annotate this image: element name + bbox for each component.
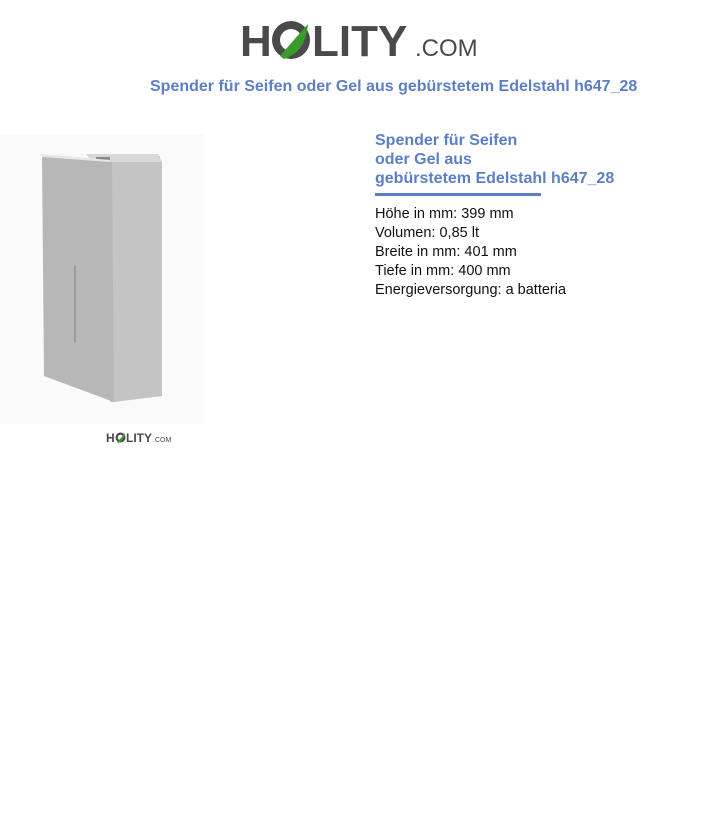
svg-text:.COM: .COM: [415, 35, 478, 62]
svg-text:H: H: [106, 431, 115, 445]
product-heading-line: gebürstetem Edelstahl h647_28: [375, 170, 615, 187]
product-heading-line: Spender für Seifen: [375, 132, 518, 149]
spec-depth: Tiefe in mm: 400 mm: [375, 263, 511, 279]
svg-text:.COM: .COM: [153, 437, 172, 444]
product-heading: [375, 131, 675, 188]
holity-small-logo-graphic: [106, 429, 176, 447]
spec-width: Breite in mm: 401 mm: [375, 244, 517, 260]
spec-height: Höhe in mm: 399 mm: [375, 206, 514, 222]
dispenser-illustration: [0, 134, 204, 424]
brand-logo[interactable]: [240, 12, 490, 66]
spec-volume: Volumen: 0,85 lt: [375, 225, 479, 241]
svg-text:LITY: LITY: [312, 17, 408, 66]
svg-text:H: H: [240, 17, 272, 66]
product-image: [0, 134, 204, 424]
product-specs: [375, 205, 705, 300]
svg-text:LITY: LITY: [126, 431, 152, 445]
small-brand-logo: [106, 429, 176, 447]
page-title: Spender für Seifen oder Gel aus gebürstetem Edelstahl h647_28: [150, 78, 638, 95]
product-heading-line: oder Gel aus: [375, 151, 472, 168]
heading-underline: [375, 193, 541, 196]
spec-power-supply: Energieversorgung: a batteria: [375, 282, 567, 298]
holity-logo-graphic: [240, 12, 490, 66]
